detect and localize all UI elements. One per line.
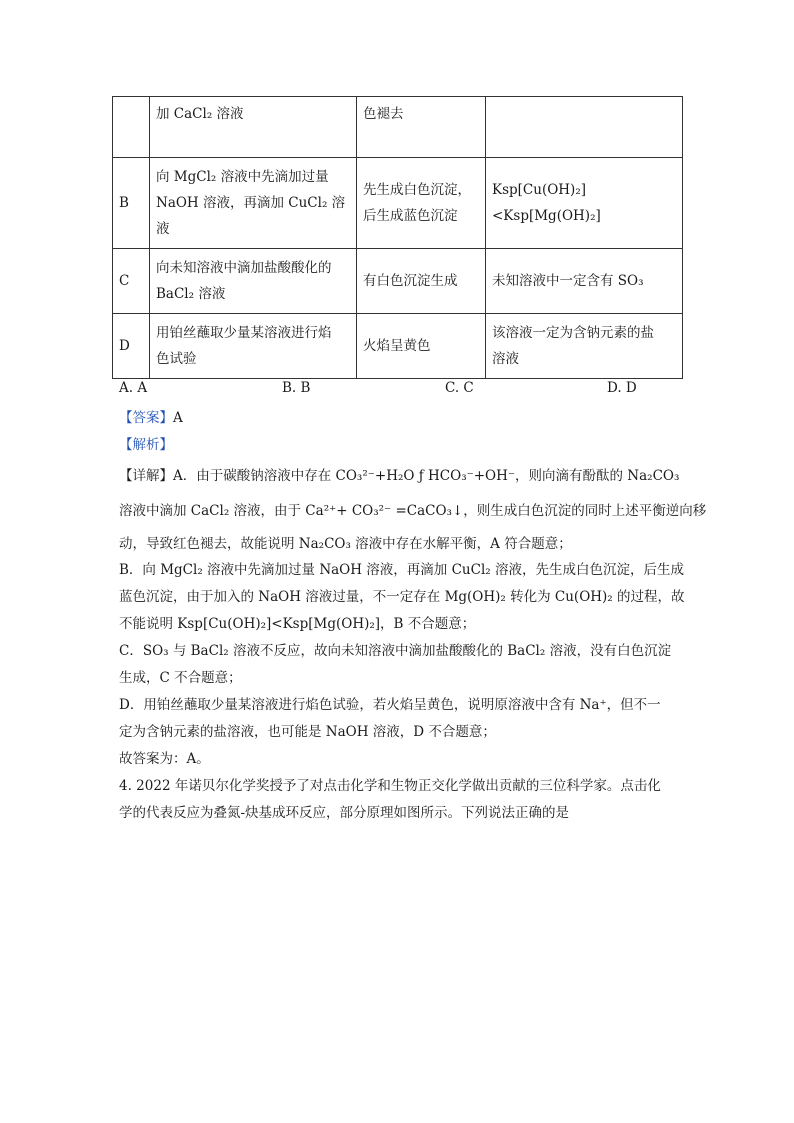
question-line: 4. 2022 年诺贝尔化学奖授予了对点击化学和生物正交化学做出贡献的三位科学家。点击化 bbox=[119, 778, 661, 794]
row-label: C bbox=[113, 249, 150, 314]
table-row bbox=[113, 314, 683, 379]
answer-value: A bbox=[173, 410, 183, 426]
explanation-line: 溶液中滴加 CaCl₂ 溶液，由于 Ca²⁺+ CO₃²⁻ =CaCO₃↓，则生成白色沉淀的同时上述平衡逆向移 bbox=[119, 503, 707, 519]
row-label bbox=[113, 97, 150, 158]
conclusion-line: 该溶液一定为含钠元素的盐 bbox=[492, 325, 654, 341]
operation-cell bbox=[150, 314, 357, 379]
explanation-line: 动，导致红色褪去，故能说明 Na₂CO₃ 溶液中存在水解平衡，A 符合题意； bbox=[119, 536, 572, 552]
operation-line: 向 MgCl₂ 溶液中先滴加过量 bbox=[156, 169, 329, 185]
operation-cell: 加 CaCl₂ 溶液 bbox=[150, 97, 357, 158]
table-row bbox=[113, 97, 683, 158]
phenomenon-cell bbox=[357, 158, 486, 249]
table-row bbox=[113, 249, 683, 314]
explanation-line: D．用铂丝蘸取少量某溶液进行焰色试验，若火焰呈黄色，说明原溶液中含有 Na⁺，但不一 bbox=[119, 697, 661, 713]
row-label: B bbox=[113, 158, 150, 249]
operation-cell bbox=[150, 158, 357, 249]
option-d: D. D bbox=[607, 380, 637, 396]
answer-options bbox=[119, 380, 679, 402]
conclusion-cell: Ksp[Cu(OH)₂]<Ksp[Mg(OH)₂] bbox=[486, 158, 683, 249]
operation-line: BaCl₂ 溶液 bbox=[156, 286, 226, 302]
operation-cell bbox=[150, 249, 357, 314]
explanation-line: 【详解】A．由于碳酸钠溶液中存在 CO₃²⁻+H₂O ƒ HCO₃⁻+OH⁻，则向滴有酚酞的 Na₂CO₃ bbox=[119, 468, 680, 484]
option-b: B. B bbox=[282, 380, 311, 396]
phenomenon-cell: 色褪去 bbox=[357, 97, 486, 158]
conclusion-cell bbox=[486, 314, 683, 379]
experiment-table bbox=[112, 96, 683, 379]
analysis-tag: 【解析】 bbox=[119, 437, 173, 453]
operation-line: 色试验 bbox=[156, 351, 197, 367]
operation-line: 向未知溶液中滴加盐酸酸化的 bbox=[156, 260, 332, 276]
phenomenon-cell: 有白色沉淀生成 bbox=[357, 249, 486, 314]
option-a: A. A bbox=[119, 380, 148, 396]
explanation-line: C．SO₃ 与 BaCl₂ 溶液不反应，故向未知溶液中滴加盐酸酸化的 BaCl₂ 溶液，没有白色沉淀 bbox=[119, 643, 672, 659]
answer-line bbox=[119, 406, 183, 426]
operation-line: NaOH 溶液，再滴加 CuCl₂ 溶液 bbox=[156, 195, 346, 237]
explanation-line: 故答案为：A。 bbox=[119, 751, 210, 767]
explanation-line: 不能说明 Ksp[Cu(OH)₂]<Ksp[Mg(OH)₂]，B 不合题意； bbox=[119, 616, 476, 632]
explanation-line: 蓝色沉淀，由于加入的 NaOH 溶液过量，不一定存在 Mg(OH)₂ 转化为 Cu(OH)₂ 的过程，故 bbox=[119, 589, 685, 605]
answer-tag: 【答案】 bbox=[119, 410, 173, 426]
conclusion-cell bbox=[486, 97, 683, 158]
option-c: C. C bbox=[445, 380, 474, 396]
conclusion-line: 溶液 bbox=[492, 351, 519, 367]
row-label: D bbox=[113, 314, 150, 379]
explanation-line: 生成，C 不合题意； bbox=[119, 670, 242, 686]
table-row bbox=[113, 158, 683, 249]
conclusion-cell: 未知溶液中一定含有 SO₃ bbox=[486, 249, 683, 314]
question-line: 学的代表反应为叠氮-炔基成环反应，部分原理如图所示。下列说法正确的是 bbox=[119, 805, 570, 821]
explanation-line: 定为含钠元素的盐溶液，也可能是 NaOH 溶液，D 不合题意； bbox=[119, 724, 496, 740]
phenomenon-line: 后生成蓝色沉淀 bbox=[363, 208, 458, 224]
phenomenon-cell: 火焰呈黄色 bbox=[357, 314, 486, 379]
explanation-line: B．向 MgCl₂ 溶液中先滴加过量 NaOH 溶液，再滴加 CuCl₂ 溶液，先生成白色沉淀，后生成 bbox=[119, 562, 684, 578]
operation-line: 用铂丝蘸取少量某溶液进行焰 bbox=[156, 325, 332, 341]
phenomenon-line: 先生成白色沉淀， bbox=[363, 182, 471, 198]
